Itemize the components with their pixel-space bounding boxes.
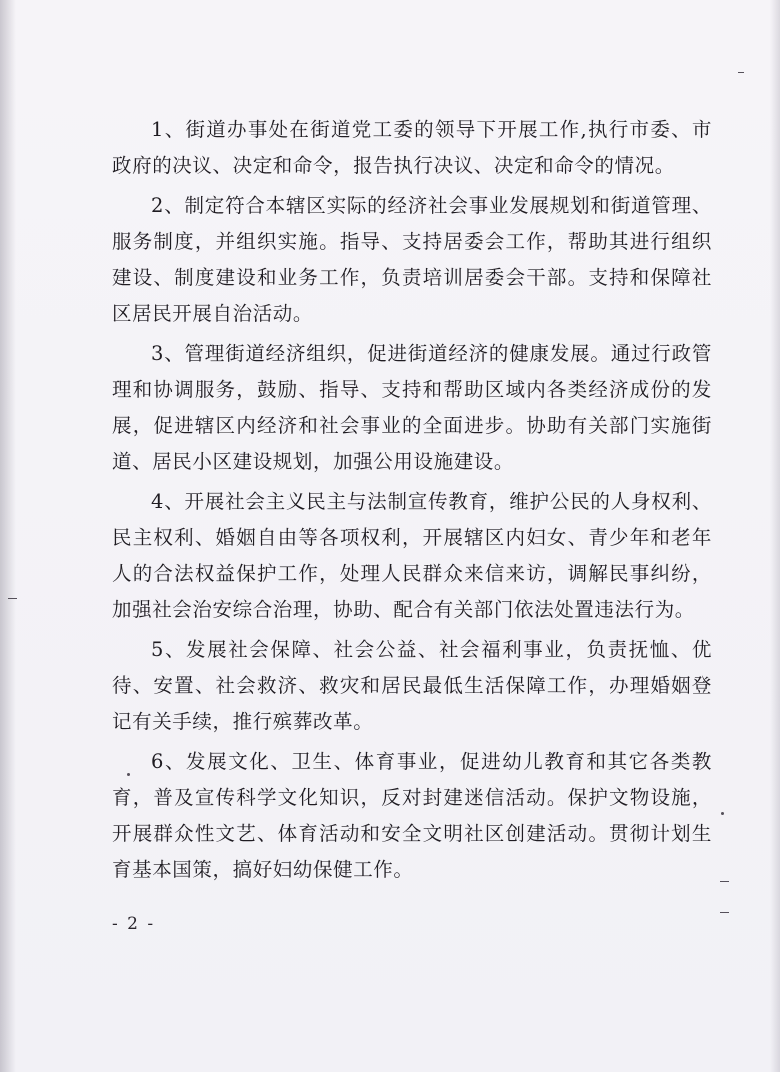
paragraph-4: 4、开展社会主义民主与法制宣传教育，维护公民的人身权利、民主权利、婚姻自由等各项权利，开展辖区内妇女、青少年和老年人的合法权益保护工作，处理人民群众来信来访，调解民事纠纷，加强社会治安综合治理，协助、配合有关部门依法处置违法行为。 — [112, 490, 712, 621]
scan-speck — [721, 812, 724, 815]
page-number: - 2 - — [112, 914, 156, 934]
paragraph-3: 3、管理街道经济组织，促进街道经济的健康发展。通过行政管理和协调服务，鼓励、指导、支持和帮助区域内各类经济成份的发展，促进辖区内经济和社会事业的全面进步。协助有关部门实施街道、居民小区建设规划，加强公用设施建设。 — [112, 342, 712, 473]
paragraph-2: 2、制定符合本辖区实际的经济社会事业发展规划和街道管理、服务制度，并组织实施。指导、支持居委会工作，帮助其进行组织建设、制度建设和业务工作，负责培训居委会干部。支持和保障社区居民开展自治活动。 — [112, 194, 712, 325]
scan-speck — [8, 598, 17, 599]
paragraph-1: 1、街道办事处在街道党工委的领导下开展工作,执行市委、市政府的决议、决定和命令，报告执行决议、决定和命令的情况。 — [112, 118, 712, 177]
scan-speck — [720, 881, 729, 882]
scan-speck — [720, 912, 729, 913]
paragraph-6: 6、发展文化、卫生、体育事业，促进幼儿教育和其它各类教育，普及宣传科学文化知识，反对封建迷信活动。保护文物设施，开展群众性文艺、体育活动和安全文明社区创建活动。贯彻计划生育基本国策，搞好妇幼保健工作。 — [112, 750, 712, 881]
scan-shadow — [0, 0, 16, 1072]
paragraph-5: 5、发展社会保障、社会公益、社会福利事业，负责抚恤、优待、安置、社会救济、救灾和居民最低生活保障工作，办理婚姻登记有关手续，推行殡葬改革。 — [112, 638, 712, 733]
page-edge — [770, 0, 780, 1072]
document-body — [112, 112, 712, 892]
scan-speck — [738, 72, 744, 73]
